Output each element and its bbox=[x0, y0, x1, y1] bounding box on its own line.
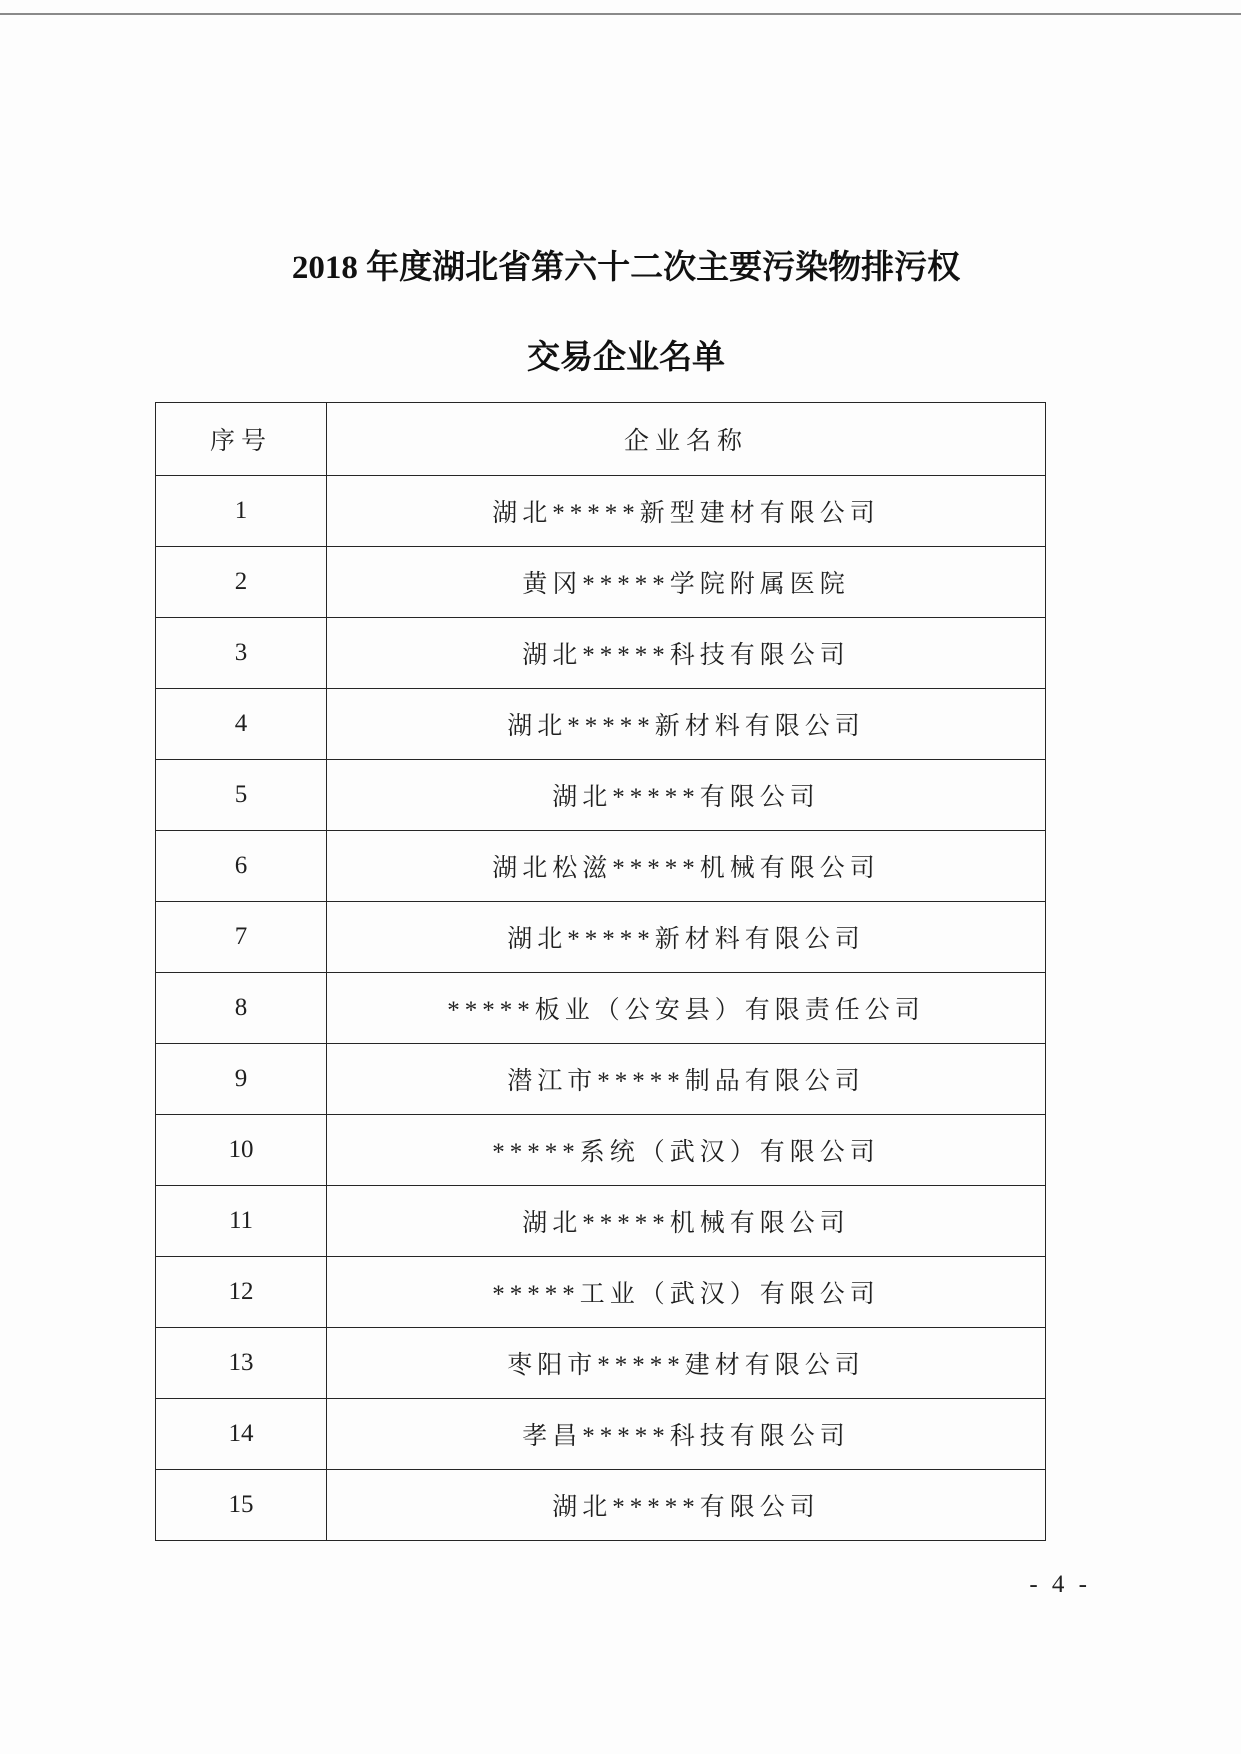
table-row bbox=[156, 831, 1046, 902]
table-row bbox=[156, 973, 1046, 1044]
row-number: 2 bbox=[156, 547, 327, 618]
company-name: *****系统（武汉）有限公司 bbox=[327, 1115, 1046, 1186]
row-number: 1 bbox=[156, 476, 327, 547]
scan-edge-line bbox=[0, 13, 1241, 15]
company-name: 湖北*****新材料有限公司 bbox=[327, 689, 1046, 760]
row-number: 6 bbox=[156, 831, 327, 902]
row-number: 10 bbox=[156, 1115, 327, 1186]
row-number: 11 bbox=[156, 1186, 327, 1257]
row-number: 3 bbox=[156, 618, 327, 689]
company-name: 湖北*****新材料有限公司 bbox=[327, 902, 1046, 973]
table-row bbox=[156, 476, 1046, 547]
company-name: *****板业（公安县）有限责任公司 bbox=[327, 973, 1046, 1044]
company-name: 潜江市*****制品有限公司 bbox=[327, 1044, 1046, 1115]
table-row bbox=[156, 1257, 1046, 1328]
row-number: 5 bbox=[156, 760, 327, 831]
table-row bbox=[156, 1115, 1046, 1186]
table-row bbox=[156, 618, 1046, 689]
company-name: 湖北松滋*****机械有限公司 bbox=[327, 831, 1046, 902]
company-name: 孝昌*****科技有限公司 bbox=[327, 1399, 1046, 1470]
row-number: 9 bbox=[156, 1044, 327, 1115]
table-row bbox=[156, 1399, 1046, 1470]
row-number: 4 bbox=[156, 689, 327, 760]
title-line-1: 2018 年度湖北省第六十二次主要污染物排污权 bbox=[291, 250, 961, 286]
company-name: 枣阳市*****建材有限公司 bbox=[327, 1328, 1046, 1399]
company-name: 湖北*****科技有限公司 bbox=[327, 618, 1046, 689]
company-name: 黄冈*****学院附属医院 bbox=[327, 547, 1046, 618]
table-row bbox=[156, 1470, 1046, 1541]
title-line-2: 交易企业名单 bbox=[527, 340, 725, 376]
row-number: 15 bbox=[156, 1470, 327, 1541]
column-header-number: 序号 bbox=[156, 403, 327, 476]
table-row bbox=[156, 689, 1046, 760]
company-name: 湖北*****机械有限公司 bbox=[327, 1186, 1046, 1257]
company-name: 湖北*****有限公司 bbox=[327, 760, 1046, 831]
table-row bbox=[156, 760, 1046, 831]
company-list-table bbox=[155, 402, 1046, 1541]
row-number: 12 bbox=[156, 1257, 327, 1328]
page-number: - 4 - bbox=[1029, 1571, 1091, 1598]
row-number: 14 bbox=[156, 1399, 327, 1470]
table-header-row bbox=[156, 403, 1046, 476]
table-row bbox=[156, 1328, 1046, 1399]
company-name: *****工业（武汉）有限公司 bbox=[327, 1257, 1046, 1328]
table-row bbox=[156, 1044, 1046, 1115]
column-header-name: 企业名称 bbox=[327, 403, 1046, 476]
company-name: 湖北*****有限公司 bbox=[327, 1470, 1046, 1541]
row-number: 7 bbox=[156, 902, 327, 973]
company-name: 湖北*****新型建材有限公司 bbox=[327, 476, 1046, 547]
row-number: 8 bbox=[156, 973, 327, 1044]
table-row bbox=[156, 547, 1046, 618]
table-row bbox=[156, 1186, 1046, 1257]
row-number: 13 bbox=[156, 1328, 327, 1399]
table-row bbox=[156, 902, 1046, 973]
